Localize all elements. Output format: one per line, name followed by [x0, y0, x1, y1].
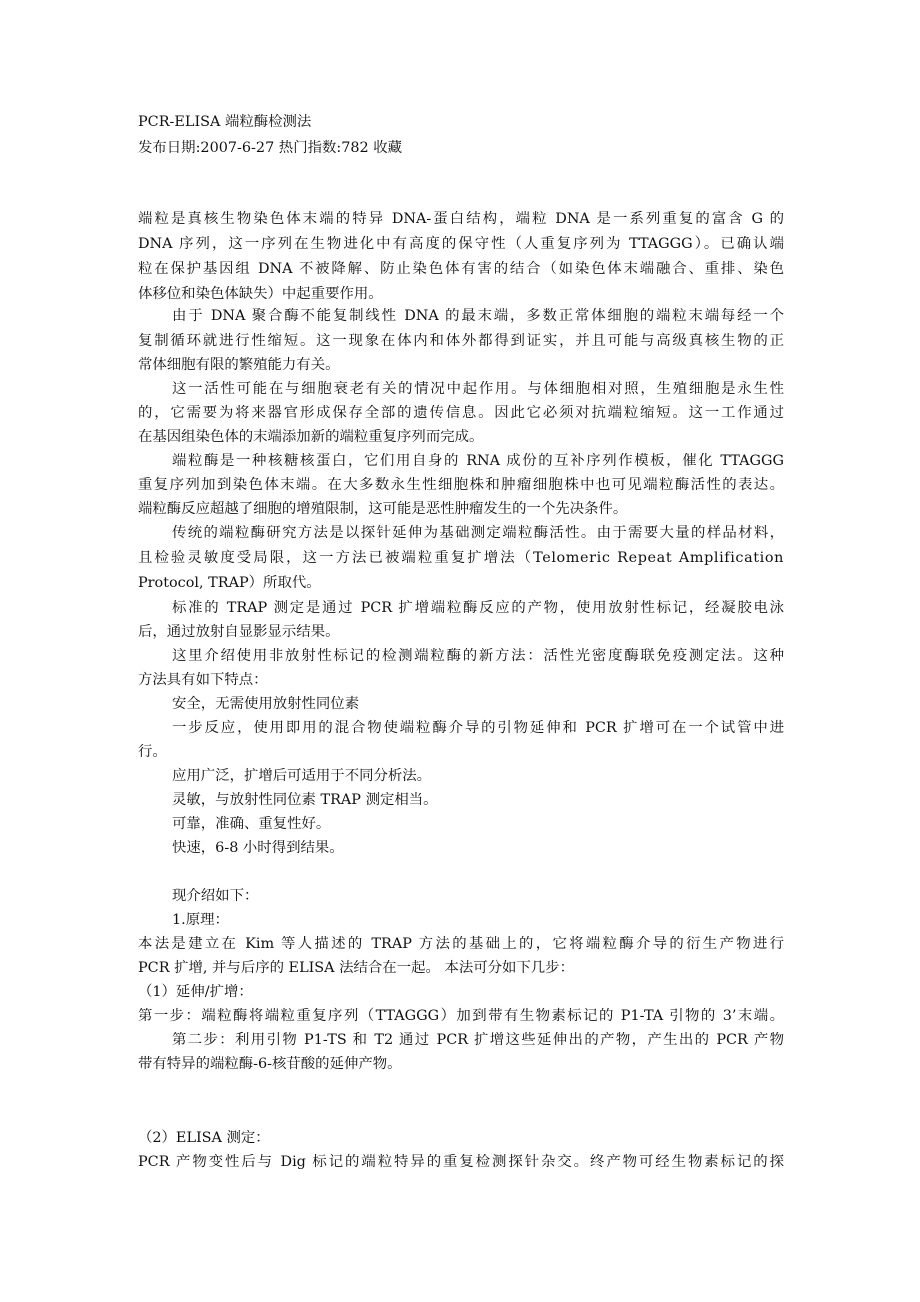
- section-heading: 1.原理：: [172, 912, 229, 928]
- paragraph-line: 这里介绍使用非放射性标记的检测端粒酶的新方法：活性光密度酶联免疫测定法。这种: [172, 648, 784, 664]
- paragraph-line: DNA 序列，这一序列在生物进化中有高度的保守性（人重复序列为 TTAGGG）。已确认端: [138, 236, 784, 252]
- paragraph-line: 由于 DNA 聚合酶不能复制线性 DNA 的最末端，多数正常体细胞的端粒末端每经一个: [172, 308, 784, 324]
- paragraph-line: 传统的端粒酶研究方法是以探针延伸为基础测定端粒酶活性。由于需要大量的样品材料，: [172, 525, 784, 541]
- feature-item: 行。: [138, 744, 167, 760]
- paragraph-line: 带有特异的端粒酶-6-核苷酸的延伸产物。: [138, 1056, 402, 1072]
- paragraph-line: 端粒酶是一种核糖核蛋白，它们用自身的 RNA 成份的互补序列作模板，催化 TTAGGG: [172, 453, 784, 469]
- paragraph-line: 第二步：利用引物 P1-TS 和 T2 通过 PCR 扩增这些延伸出的产物，产生出的 PCR 产物: [172, 1032, 784, 1048]
- paragraph-line: 复制循环就进行性缩短。这一现象在体内和体外都得到证实，并且可能与高级真核生物的正: [138, 333, 784, 349]
- paragraph-line: 这一活性可能在与细胞衰老有关的情况中起作用。与体细胞相对照，生殖细胞是永生性: [172, 381, 784, 397]
- paragraph-line: 标准的 TRAP 测定是通过 PCR 扩增端粒酶反应的产物，使用放射性标记，经凝胶电泳: [172, 600, 784, 616]
- feature-item: 安全，无需使用放射性同位素: [172, 696, 360, 712]
- paragraph-line: 且检验灵敏度受局限，这一方法已被端粒重复扩增法（Telomeric Repeat Amplification: [138, 550, 784, 566]
- feature-item: 应用广泛，扩增后可适用于不同分析法。: [172, 768, 432, 784]
- feature-item: 一步反应，使用即用的混合物使端粒酶介导的引物延伸和 PCR 扩增可在一个试管中进: [172, 720, 784, 736]
- paragraph-line: PCR 扩增, 并与后序的 ELISA 法结合在一起。 本法可分如下几步：: [138, 960, 574, 976]
- paragraph-line: Protocol, TRAP）所取代。: [138, 575, 321, 591]
- feature-item: 可靠，准确、重复性好。: [172, 816, 331, 832]
- paragraph-line: 体移位和染色体缺失）中起重要作用。: [138, 286, 383, 302]
- paragraph-line: 的，它需要为将来器官形成保存全部的遗传信息。因此它必须对抗端粒缩短。这一工作通过: [138, 405, 784, 421]
- paragraph-line: 重复序列加到染色体末端。在大多数永生性细胞株和肿瘤细胞株中也可见端粒酶活性的表达。: [138, 477, 784, 493]
- subsection-heading: （2）ELISA 测定：: [138, 1130, 270, 1146]
- paragraph-line: 常体细胞有限的繁殖能力有关。: [138, 357, 340, 373]
- document-title: PCR-ELISA 端粒酶检测法: [138, 114, 312, 130]
- paragraph-line: 在基因组染色体的末端添加新的端粒重复序列而完成。: [138, 429, 484, 445]
- subsection-heading: （1）延伸/扩增：: [138, 984, 253, 1000]
- section-intro: 现介绍如下：: [172, 888, 259, 904]
- paragraph-line: 本法是建立在 Kim 等人描述的 TRAP 方法的基础上的，它将端粒酶介导的衍生产物进行: [138, 936, 784, 952]
- paragraph-line: 后，通过放射自显影显示结果。: [138, 624, 340, 640]
- paragraph-line: 端粒酶反应超越了细胞的增殖限制，这可能是恶性肿瘤发生的一个先决条件。: [138, 501, 628, 517]
- paragraph-line: 端粒是真核生物染色体末端的特异 DNA-蛋白结构，端粒 DNA 是一系列重复的富含 G 的: [138, 211, 784, 227]
- paragraph-line: PCR 产物变性后与 Dig 标记的端粒特异的重复检测探针杂交。终产物可经生物素标记的探: [138, 1154, 784, 1170]
- paragraph-line: 方法具有如下特点：: [138, 672, 268, 688]
- publish-meta: 发布日期:2007-6-27 热门指数:782 收藏: [138, 140, 403, 156]
- paragraph-line: 第一步：端粒酶将端粒重复序列（TTAGGG）加到带有生物素标记的 P1-TA 引物的 3’末端。: [138, 1008, 784, 1024]
- paragraph-line: 粒在保护基因组 DNA 不被降解、防止染色体有害的结合（如染色体末端融合、重排、染色: [138, 261, 784, 277]
- feature-item: 灵敏，与放射性同位素 TRAP 测定相当。: [172, 792, 438, 808]
- feature-item: 快速，6-8 小时得到结果。: [172, 840, 344, 856]
